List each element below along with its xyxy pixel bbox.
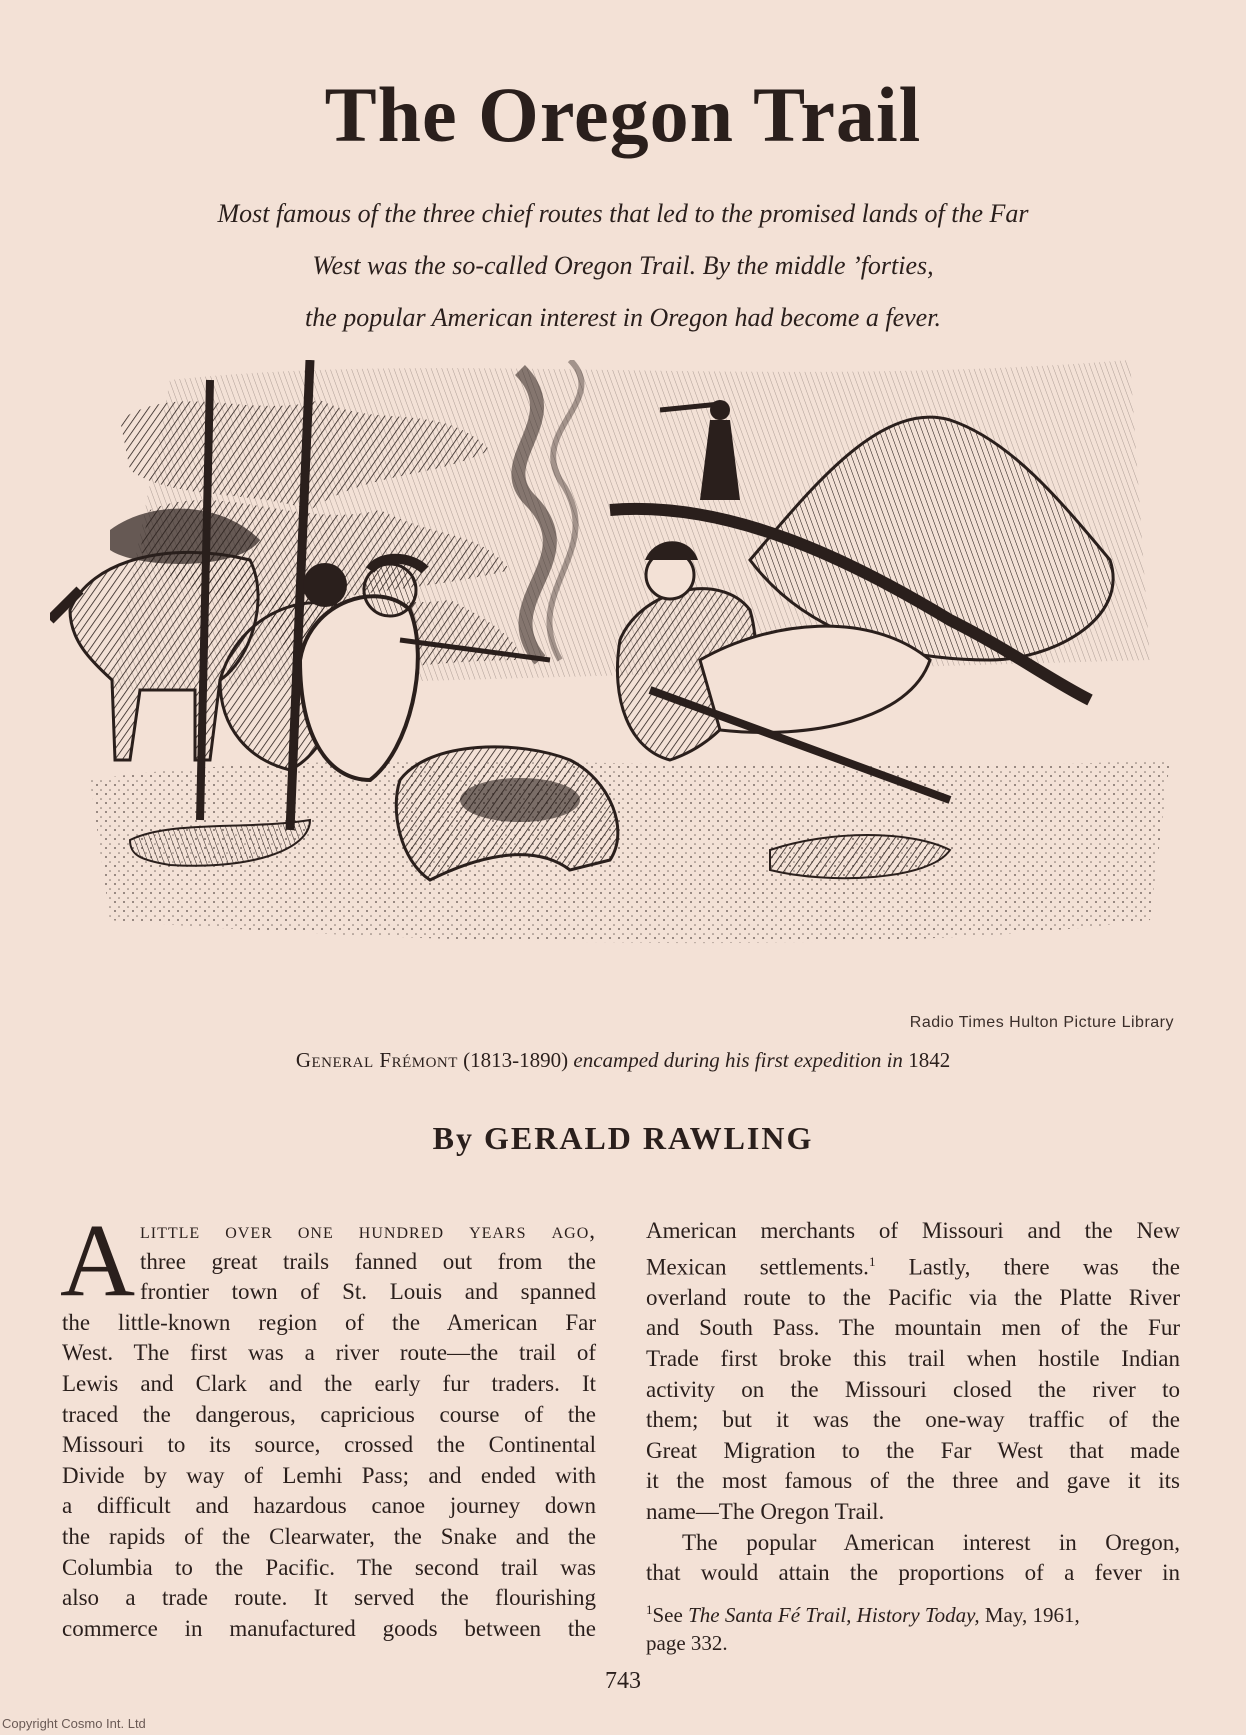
body-line-fragment: Lastly, there was the [875,1254,1180,1280]
footnote-title: The Santa Fé Trail, History Today, [688,1603,980,1627]
caption-name: General Frémont [295,1048,458,1072]
body-line: frontier town of St. Louis and spanned [140,1279,596,1305]
body-line: three great trails fanned out from the [140,1248,596,1274]
caption-dates: (1813-1890) [463,1048,569,1072]
body-line: it the most famous of the three and gave it its [646,1468,1180,1494]
footnote-number: 1 [646,1602,653,1617]
body-line: Lewis and Clark and the early fur traders. It [62,1370,596,1396]
caption-text: encamped during his first expedition in [573,1048,903,1072]
body-line: American merchants of Missouri and the New [646,1218,1180,1243]
page-number: 743 [605,1668,641,1694]
article-title: The Oregon Trail [324,71,922,158]
illustration-credit: Radio Times Hulton Picture Library [909,1014,1174,1031]
body-line: Missouri to its source, crossed the Continental [62,1432,596,1458]
body-line: overland route to the Pacific via the Platte River [646,1284,1180,1310]
body-line: a difficult and hazardous canoe journey down [62,1493,596,1519]
caption-year: 1842 [908,1048,951,1072]
body-column-left [60,1203,596,1644]
body-line: Columbia to the Pacific. The second trail was [62,1554,596,1580]
body-line: and South Pass. The mountain men of the Fur [646,1315,1180,1341]
byline-prefix: By [432,1120,474,1156]
illustration-caption [0,1048,1246,1073]
byline [0,1120,1246,1157]
body-line: West. The first was a river route—the trail of [62,1340,596,1366]
intro-paragraph [120,188,1126,344]
footnote-rest: May, 1961, [984,1603,1080,1627]
copyright-notice: Copyright Cosmo Int. Ltd [2,1716,146,1731]
body-line: the little-known region of the American Far [62,1309,596,1335]
body-line: Trade first broke this trail when hostile Indian [646,1346,1180,1372]
footnote-marker[interactable]: 1 [868,1253,876,1269]
fremont-camp-engraving [50,360,1210,1010]
body-line: name—The Oregon Trail. [646,1499,885,1524]
body-line: that would attain the proportions of a fever in [646,1560,1180,1586]
footnote-page: page 332. [646,1631,728,1655]
footnote [646,1596,1180,1657]
body-line: traced the dangerous, capricious course of the [62,1401,596,1427]
body-line-fragment: Mexican settlements. [646,1254,869,1280]
body-line [646,1247,1180,1283]
intro-line: the popular American interest in Oregon had become a fever. [305,303,941,332]
body-line: the rapids of the Clearwater, the Snake and the [62,1523,596,1549]
body-line: Divide by way of Lemhi Pass; and ended with [62,1462,596,1488]
drop-cap: A [60,1203,136,1318]
body-line: commerce in manufactured goods between the [62,1615,596,1641]
footnote-prefix: See [652,1603,683,1627]
body-line: them; but it was the one-way traffic of the [646,1407,1180,1433]
body-line: also a trade route. It served the flourishing [62,1585,596,1611]
body-line: little over one hundred years ago, [140,1218,596,1243]
body-line: Great Migration to the Far West that made [646,1437,1180,1463]
intro-line: West was the so-called Oregon Trail. By the middle ’forties, [312,251,934,280]
body-line: The popular American interest in Oregon, [682,1529,1180,1555]
byline-author: GERALD RAWLING [483,1120,814,1156]
body-line: activity on the Missouri closed the river to [646,1376,1180,1402]
body-column-right [646,1216,1180,1589]
intro-line: Most famous of the three chief routes that led to the promised lands of the Far [217,199,1029,228]
